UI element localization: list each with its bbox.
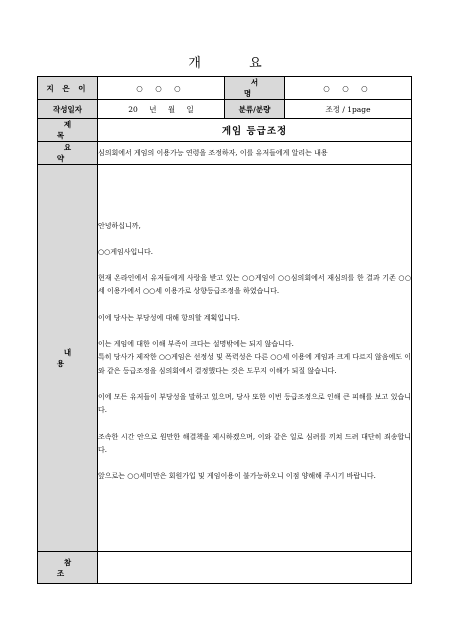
author-row: [38, 77, 412, 100]
author-value: ○ ○ ○: [98, 77, 225, 100]
subject-row: [38, 119, 412, 142]
category-value: 조정 / 1page: [285, 100, 412, 119]
content-label: 내 용: [38, 165, 98, 552]
content-row: [38, 165, 412, 552]
content-paragraph-protest: 이에 당사는 부당성에 대해 항의할 계획입니다.: [98, 313, 240, 322]
subject-label: 제 목: [38, 119, 98, 142]
date-row: [38, 100, 412, 119]
document-title: 개 요: [188, 56, 284, 71]
summary-row: [38, 142, 412, 165]
author-label: 지 은 이: [38, 77, 98, 100]
content-paragraph-apology: 조속한 시간 안으로 원만한 해결책을 제시하겠으며, 이와 같은 일로 심려를 끼쳐 드려 대단히 죄송합니다.: [98, 432, 411, 454]
reference-value: [98, 552, 412, 584]
content-paragraph-notice: 앞으로는 ○○세미만은 회원가입 및 게임이용이 불가능하오니 이점 양해해 주시기 바랍니다.: [98, 472, 376, 481]
summary-label: 요 약: [38, 142, 98, 165]
signature-value: ○ ○ ○: [285, 77, 412, 100]
reference-label: 참 조: [38, 552, 98, 584]
category-label: 분류/분량: [225, 100, 285, 119]
content-paragraph-damage: 이에 모든 유저들이 부당성을 말하고 있으며, 당사 또한 이번 등급조정으로 인해 큰 피해를 보고 있습니다.: [98, 392, 411, 415]
content-paragraph-company: ○○게임사입니다.: [98, 247, 154, 256]
content-paragraph-rating-change: 현재 온라인에서 유저들에게 사랑을 받고 있는 ○○게임이 ○○심의회에서 재심의를 한 결과 기존 ○○세 이용가에서 ○○세 이용가로 상향등급조정을 하였습니다.: [98, 274, 411, 296]
summary-value: 심의회에서 게임의 이용가능 연령을 조정하자, 이를 유저들에게 알리는 내용: [98, 142, 412, 165]
summary-form-table: [37, 76, 412, 584]
date-label: 작성일자: [38, 100, 98, 119]
signature-label: 서 명: [225, 77, 285, 100]
subject-value: 게임 등급조정: [221, 126, 288, 137]
content-paragraph-reason: 이는 게임에 대한 이해 부족이 크다는 설명밖에는 되지 않습니다. 특히 당사가 제작한 ○○게임은 선정성 및 폭력성은 다른 ○○세 이용에 게임과 크게 다르지 않음에도 이와 같은 등급조정을 심의회에서 결정했다는 것은 도무지 이해가 되질 않습니다.: [98, 340, 411, 375]
date-value: 20 년 월 일: [98, 100, 225, 119]
content-paragraph-greeting: 안녕하십니까,: [98, 221, 141, 230]
reference-row: [38, 552, 412, 584]
